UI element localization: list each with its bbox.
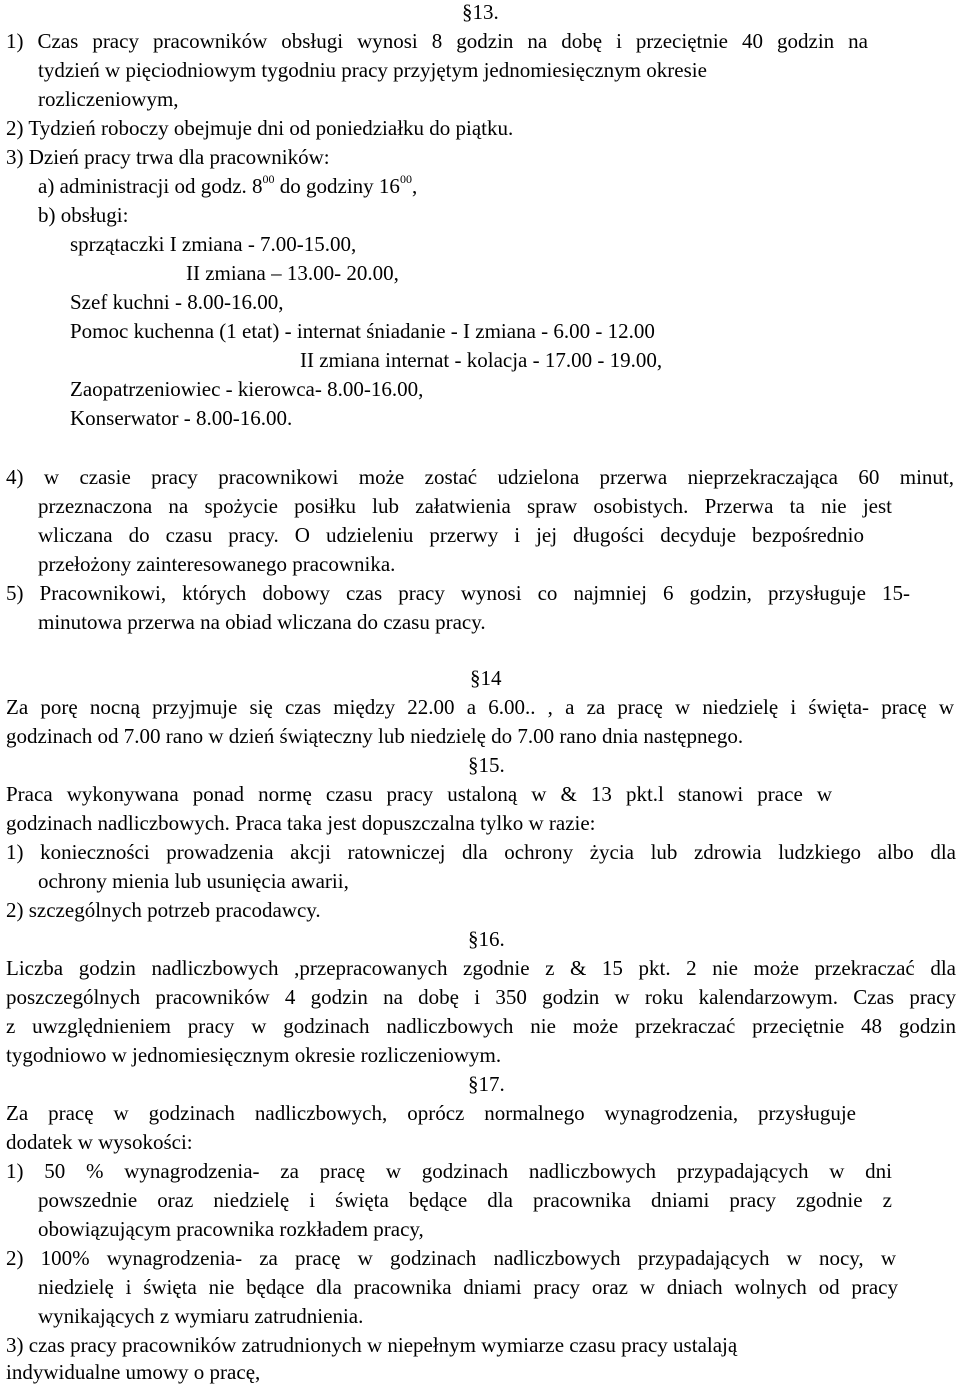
paragraph-line: przeznaczona na spożycie posiłku lub załatwienia spraw osobistych. Przerwa ta nie jest: [38, 494, 892, 518]
paragraph-line: minutowa przerwa na obiad wliczana do czasu pracy.: [38, 610, 486, 634]
paragraph-line: Pomoc kuchenna (1 etat) - internat śniadanie - I zmiana - 6.00 - 12.00: [70, 319, 655, 343]
section-heading-17: §17.: [468, 1072, 505, 1096]
paragraph-line: poszczególnych pracowników 4 godzin na dobę i 350 godzin w roku kalendarzowym. Czas pracy: [6, 985, 956, 1009]
line-text: a) administracji od godz. 8: [38, 174, 263, 198]
line-text: ,: [411, 174, 418, 198]
paragraph-line: godzinach nadliczbowych. Praca taka jest dopuszczalna tylko w razie:: [6, 811, 596, 835]
paragraph-line: Szef kuchni - 8.00-16.00,: [70, 290, 284, 314]
paragraph-line: 5) Pracownikowi, których dobowy czas pracy wynosi co najmniej 6 godzin, przysługuje 15-: [6, 581, 910, 605]
paragraph-line: Liczba godzin nadliczbowych ,przepracowanych zgodnie z & 15 pkt. 2 nie może przekraczać dla: [6, 956, 956, 980]
superscript: 00: [262, 172, 275, 186]
paragraph-line: przełożony zainteresowanego pracownika.: [38, 552, 396, 576]
paragraph-line: 2) 100% wynagrodzenia- za pracę w godzinach nadliczbowych przypadających w nocy, w: [6, 1246, 896, 1270]
section-heading-16: §16.: [468, 927, 505, 951]
paragraph-line: z uwzględnieniem pracy w godzinach nadliczbowych nie może przekraczać przeciętnie 48 godzin: [6, 1014, 956, 1038]
paragraph-line: godzinach od 7.00 rano w dzień świąteczny lub niedzielę do 7.00 rano dnia następnego.: [6, 724, 744, 748]
paragraph-line: sprzątaczki I zmiana - 7.00-15.00,: [70, 232, 357, 256]
paragraph-line: 1) Czas pracy pracowników obsługi wynosi 8 godzin na dobę i przeciętnie 40 godzin na: [6, 29, 868, 53]
paragraph-line: 2) szczególnych potrzeb pracodawcy.: [6, 898, 321, 922]
paragraph-line: indywidualne umowy o pracę,: [6, 1360, 261, 1384]
paragraph-line: wynikających z wymiaru zatrudnienia.: [38, 1304, 364, 1328]
paragraph-line: II zmiana internat - kolacja - 17.00 - 19.00,: [300, 348, 663, 372]
paragraph-line: Zaopatrzeniowiec - kierowca- 8.00-16.00,: [70, 377, 424, 401]
paragraph-line: 3) Dzień pracy trwa dla pracowników:: [6, 145, 330, 169]
line-text: do godziny 16: [274, 174, 400, 198]
paragraph-line: 1) konieczności prowadzenia akcji ratowniczej dla ochrony życia lub zdrowia ludzkiego albo dla: [6, 840, 956, 864]
paragraph-line: 2) Tydzień roboczy obejmuje dni od poniedziałku do piątku.: [6, 116, 514, 140]
paragraph-line: powszednie oraz niedzielę i święta będące dla pracownika dniami pracy zgodnie z: [38, 1188, 892, 1212]
paragraph-line: 1) 50 % wynagrodzenia- za pracę w godzinach nadliczbowych przypadających w dni: [6, 1159, 892, 1183]
paragraph-line: 4) w czasie pracy pracownikowi może zostać udzielona przerwa nieprzekraczająca 60 minut,: [6, 465, 954, 489]
paragraph-line: Za pracę w godzinach nadliczbowych, oprócz normalnego wynagrodzenia, przysługuje: [6, 1101, 856, 1125]
paragraph-line: dodatek w wysokości:: [6, 1130, 193, 1154]
paragraph-line: 3) czas pracy pracowników zatrudnionych w niepełnym wymiarze czasu pracy ustalają: [6, 1333, 738, 1357]
paragraph-line: obowiązującym pracownika rozkładem pracy,: [38, 1217, 424, 1241]
paragraph-line: tydzień w pięciodniowym tygodniu pracy przyjętym jednomiesięcznym okresie: [38, 58, 707, 82]
paragraph-line: tygodniowo w jednomiesięcznym okresie rozliczeniowym.: [6, 1043, 502, 1067]
superscript: 00: [399, 172, 412, 186]
section-heading-13: §13.: [462, 0, 499, 24]
paragraph-line: wliczana do czasu pracy. O udzieleniu przerwy i jej długości decyduje bezpośrednio: [38, 523, 864, 547]
paragraph-line: b) obsługi:: [38, 203, 129, 227]
paragraph-line: ochrony mienia lub usunięcia awarii,: [38, 869, 349, 893]
paragraph-line: Praca wykonywana ponad normę czasu pracy ustaloną w & 13 pkt.l stanowi prace w: [6, 782, 832, 806]
section-heading-14: §14: [470, 666, 502, 690]
paragraph-line: Konserwator - 8.00-16.00.: [70, 406, 293, 430]
paragraph-line-with-superscripts: [38, 172, 417, 200]
paragraph-line: II zmiana – 13.00- 20.00,: [186, 261, 399, 285]
paragraph-line: niedzielę i święta nie będące dla pracownika dniami pracy oraz w dniach wolnych od pracy: [38, 1275, 898, 1299]
paragraph-line: Za porę nocną przyjmuje się czas między 22.00 a 6.00.. , a za pracę w niedzielę i święta- pracę w: [6, 695, 954, 719]
section-heading-15: §15.: [468, 753, 505, 777]
paragraph-line: rozliczeniowym,: [38, 87, 179, 111]
